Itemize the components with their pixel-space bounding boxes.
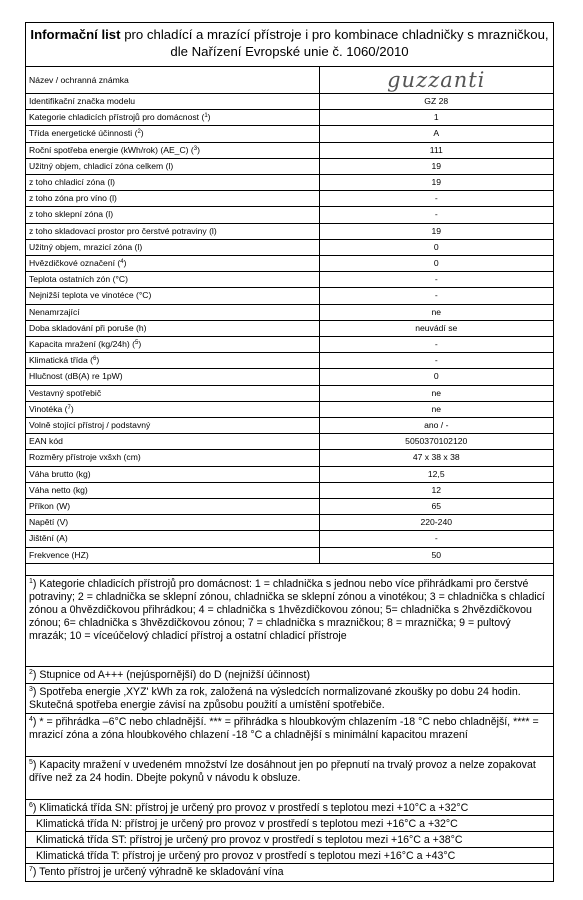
spec-value: -	[319, 207, 553, 223]
spec-value: 0	[319, 369, 553, 385]
spec-value: -	[319, 337, 553, 353]
footnote-6-sn: $^6$) Klimatická třída SN: přístroj je určený pro provoz v prostředí s teplotou mezi +10°C a +32°C	[26, 800, 553, 816]
spec-row	[26, 547, 553, 563]
spec-row	[26, 353, 553, 369]
spec-row	[26, 191, 553, 207]
spec-label: Třída energetické účinnosti ($^2$)	[26, 126, 319, 142]
spec-row	[26, 466, 553, 482]
spec-value: 0	[319, 239, 553, 255]
title-rest: pro chladící a mrazící přístroje i pro kombinace chladničky s mrazničkou, dle Nařízení Evropské unie č. 1060/2010	[120, 27, 549, 59]
spec-label: Kategorie chladicích přístrojů pro domácnost ($^1$)	[26, 110, 319, 126]
spec-label: z toho sklepní zóna (l)	[26, 207, 319, 223]
footnote-6-t: Klimatická třída T: přístroj je určený pro provoz v prostředí s teplotou mezi +16°C a +43°C	[26, 848, 553, 864]
spec-value: A	[319, 126, 553, 142]
sheet-title	[26, 23, 553, 67]
spec-row	[26, 207, 553, 223]
spec-row	[26, 418, 553, 434]
spec-row	[26, 256, 553, 272]
spec-value: 220-240	[319, 515, 553, 531]
spec-row	[26, 126, 553, 142]
spec-label: Roční spotřeba energie (kWh/rok) (AE_C) ($^3$)	[26, 142, 319, 158]
spec-row	[26, 531, 553, 547]
spec-row	[26, 288, 553, 304]
spec-value: GZ 28	[319, 94, 553, 110]
footnote-6-n: Klimatická třída N: přístroj je určený pro provoz v prostředí s teplotou mezi +16°C a +32°C	[26, 816, 553, 832]
title-bold: Informační list	[30, 27, 121, 42]
spec-row	[26, 482, 553, 498]
spec-label: Hlučnost (dB(A) re 1pW)	[26, 369, 319, 385]
spec-label: Užitný objem, chladicí zóna celkem (l)	[26, 158, 319, 174]
table-spacer	[26, 564, 553, 576]
spec-row	[26, 175, 553, 191]
spec-value: 5050370102120	[319, 434, 553, 450]
spec-label: Doba skladování při poruše (h)	[26, 320, 319, 336]
brand-label: Název / ochranná známka	[26, 67, 319, 94]
spec-label: Kapacita mražení (kg/24h) ($^5$)	[26, 337, 319, 353]
spec-label: Volně stojící přístroj / podstavný	[26, 418, 319, 434]
spec-label: Váha brutto (kg)	[26, 466, 319, 482]
spec-row	[26, 369, 553, 385]
spec-value: 1	[319, 110, 553, 126]
spec-label: z toho chladicí zóna (l)	[26, 175, 319, 191]
spec-value: -	[319, 353, 553, 369]
footnote-5: $^5$) Kapacity mražení v uvedeném množství lze dosáhnout jen po přepnutí na trvalý provoz a nelze zopakovat dříve než za 24 hodin. Dbejte pokynů v návodu k obsluze.	[26, 757, 553, 800]
spec-value: 19	[319, 175, 553, 191]
footnotes	[26, 576, 553, 881]
spec-row	[26, 385, 553, 401]
spec-row	[26, 223, 553, 239]
spec-value: -	[319, 288, 553, 304]
spec-value: ano / -	[319, 418, 553, 434]
spec-row	[26, 142, 553, 158]
spec-row	[26, 94, 553, 110]
footnote-6-st: Klimatická třída ST: přístroj je určený pro provoz v prostředí s teplotou mezi +16°C a +38°C	[26, 832, 553, 848]
spec-label: Frekvence (HZ)	[26, 547, 319, 563]
spec-row	[26, 110, 553, 126]
spec-row	[26, 337, 553, 353]
spec-row	[26, 434, 553, 450]
spec-value: -	[319, 531, 553, 547]
spec-label: Klimatická třída ($^6$)	[26, 353, 319, 369]
spec-label: Nejnižší teplota ve vinotéce (°C)	[26, 288, 319, 304]
footnote-3: $^3$) Spotřeba energie ‚XYZ' kWh za rok, založená na výsledcích normalizované zkoušky po dobu 24 hodin. Skutečná spotřeba energie závisí na způsobu použití a umístění spotřebiče.	[26, 684, 553, 714]
spec-value: ne	[319, 304, 553, 320]
spec-value: 47 x 38 x 38	[319, 450, 553, 466]
spec-label: Vinotéka ($^7$)	[26, 401, 319, 417]
spec-value: -	[319, 272, 553, 288]
footnote-2: $^2$) Stupnice od A+++ (nejúspornější) do D (nejnižší účinnost)	[26, 667, 553, 684]
spec-row	[26, 158, 553, 174]
spec-label: Vestavný spotřebič	[26, 385, 319, 401]
spec-row	[26, 401, 553, 417]
footnote-1: $^1$) Kategorie chladicích přístrojů pro domácnost: 1 = chladnička s jednou nebo více přihrádkami pro čerstvé potraviny; 2 = chladnička se sklepní zónou, chladnička se sklepní zónou a vinotékou; 3 = chladnička s chladicí zónou a 0hvězdičkovou přihrádkou; 4 = chladnička s 1hvězdičkovou zónou; 5= chladnička s 2hvězdičkovou zónou; 6= chladnička s 3hvězdičkovou zónou; 7 = chladnička s mrazničkou; 8 = mraznička; 9 = pultový mrazák; 10 = víceúčelový chladicí přístroj a ostatní chladicí přístroje	[26, 576, 553, 667]
spec-row	[26, 499, 553, 515]
spec-table	[26, 67, 553, 564]
spec-value: neuvádí se	[319, 320, 553, 336]
spec-label: Napětí (V)	[26, 515, 319, 531]
spec-label: EAN kód	[26, 434, 319, 450]
spec-label: Teplota ostatních zón (°C)	[26, 272, 319, 288]
spec-row	[26, 239, 553, 255]
spec-label: z toho skladovací prostor pro čerstvé potraviny (l)	[26, 223, 319, 239]
energy-info-sheet	[25, 22, 554, 882]
spec-label: Hvězdičkové označení ($^4$)	[26, 256, 319, 272]
spec-value: -	[319, 191, 553, 207]
spec-value: ne	[319, 401, 553, 417]
spec-value: 111	[319, 142, 553, 158]
footnote-7: $^7$) Tento přístroj je určený výhradně ke skladování vína	[29, 865, 284, 878]
brand-logo-cell	[319, 67, 553, 94]
spec-value: 19	[319, 223, 553, 239]
spec-label: Váha netto (kg)	[26, 482, 319, 498]
spec-row	[26, 320, 553, 336]
spec-value: 19	[319, 158, 553, 174]
spec-label: Jištění (A)	[26, 531, 319, 547]
spec-row	[26, 272, 553, 288]
spec-label: Příkon (W)	[26, 499, 319, 515]
spec-row	[26, 304, 553, 320]
spec-value: ne	[319, 385, 553, 401]
spec-value: 0	[319, 256, 553, 272]
footnote-4: $^4$) * = přihrádka –6°C nebo chladnější. *** = přihrádka s hloubkovým chlazením -18 °C nebo chladnější, **** = mrazicí zóna a zóna hloubkového chlazení -18 °C a chladnější s minimální kapacitou mrazení	[26, 714, 553, 757]
spec-label: z toho zóna pro víno (l)	[26, 191, 319, 207]
spec-label: Rozměry přístroje vxšxh (cm)	[26, 450, 319, 466]
spec-value: 12	[319, 482, 553, 498]
spec-value: 12,5	[319, 466, 553, 482]
spec-value: 50	[319, 547, 553, 563]
spec-row	[26, 450, 553, 466]
spec-value: 65	[319, 499, 553, 515]
spec-label: Identifikační značka modelu	[26, 94, 319, 110]
spec-label: Nenamrzající	[26, 304, 319, 320]
brand-row	[26, 67, 553, 94]
spec-row	[26, 515, 553, 531]
brand-logo: guzzanti	[387, 68, 486, 92]
spec-label: Užitný objem, mrazicí zóna (l)	[26, 239, 319, 255]
